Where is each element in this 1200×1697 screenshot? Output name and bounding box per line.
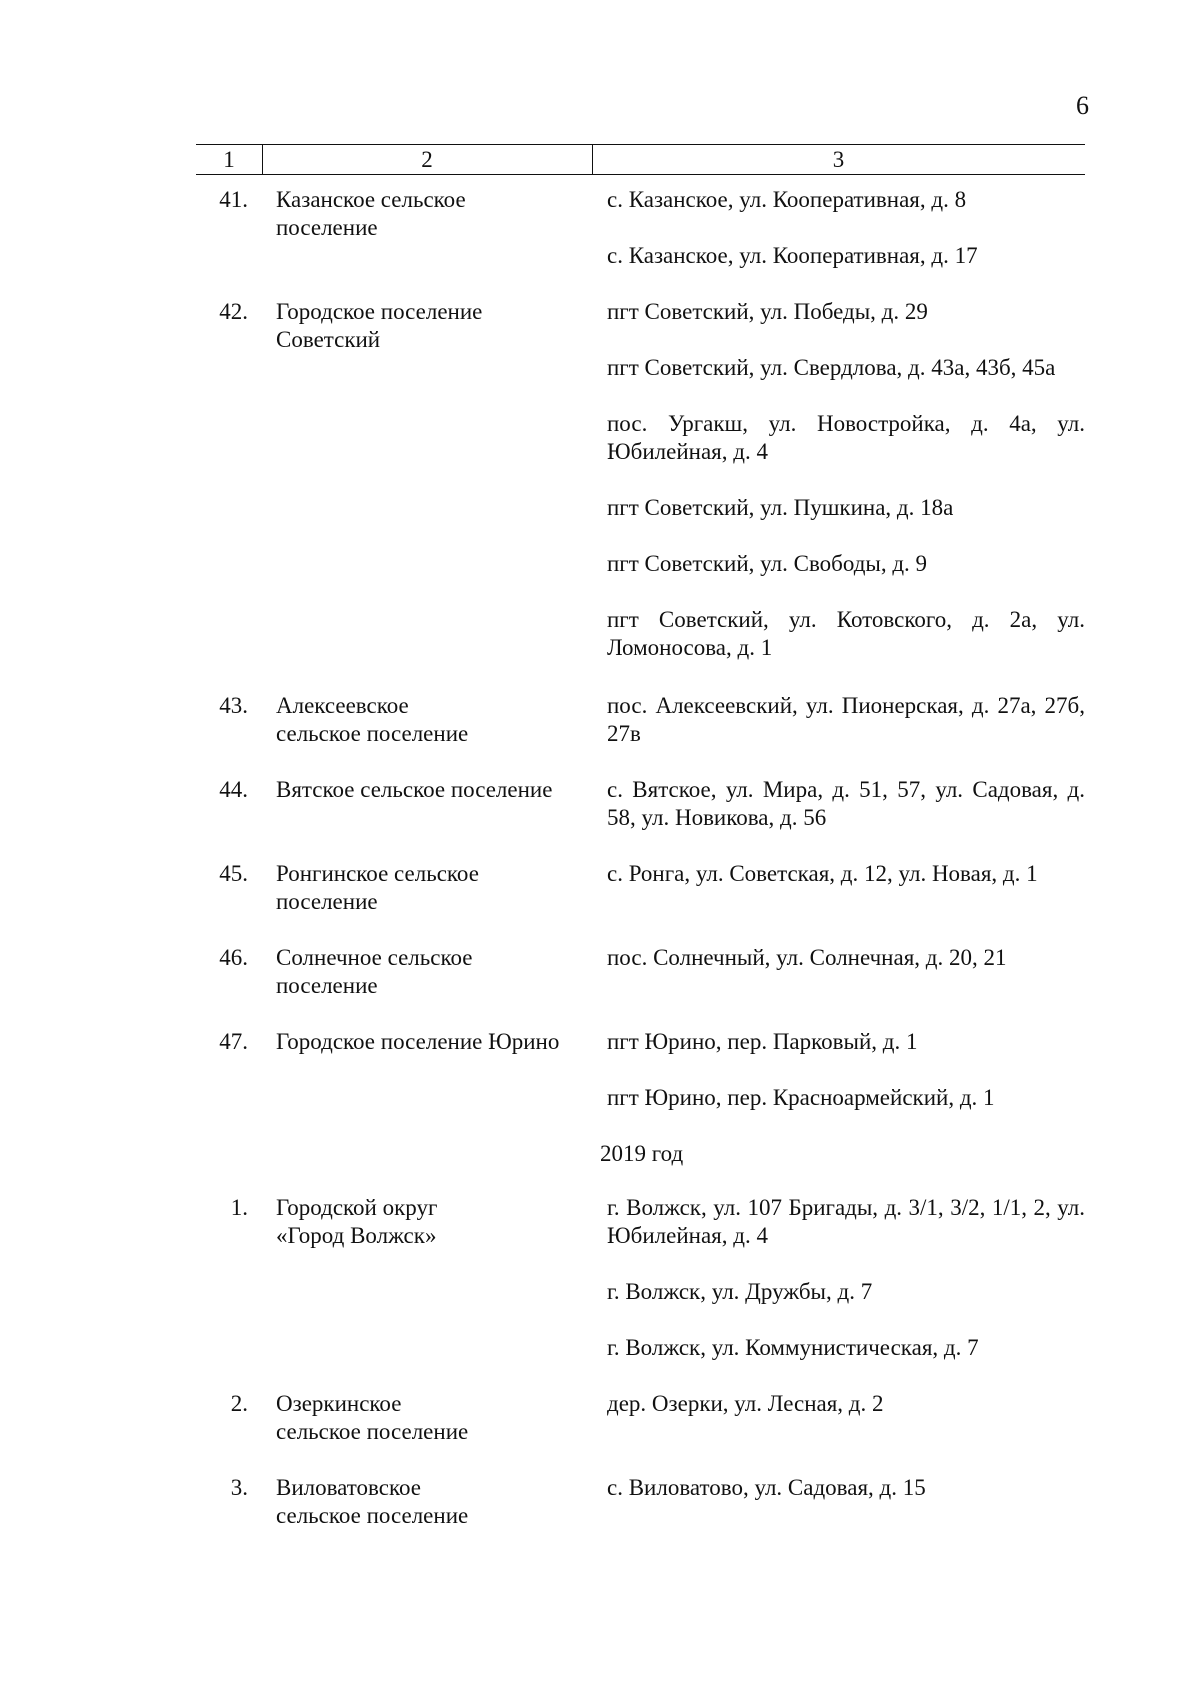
address-list [607, 776, 1085, 860]
address: пос. Ургакш, ул. Новостройка, д. 4а, ул. Юбилейная, д. 4 [607, 411, 1085, 464]
year-heading: 2019 год [600, 1141, 684, 1166]
row-number: 47. [219, 1029, 248, 1054]
row-number: 43. [219, 693, 248, 718]
address-list [607, 1474, 1085, 1530]
municipality-name: Озеркинское сельское поселение [276, 1391, 469, 1444]
address: г. Волжск, ул. Коммунистическая, д. 7 [607, 1335, 979, 1360]
header-col-3: 3 [832, 147, 845, 172]
address-list [607, 692, 1085, 776]
address: с. Ронга, ул. Советская, д. 12, ул. Новая, д. 1 [607, 861, 1038, 886]
address-list [607, 944, 1085, 1000]
address: пгт Юрино, пер. Парковый, д. 1 [607, 1029, 918, 1054]
address: пгт Советский, ул. Свободы, д. 9 [607, 551, 928, 576]
municipality-name: Ронгинское сельское поселение [276, 861, 479, 914]
address: пгт Советский, ул. Победы, д. 29 [607, 299, 928, 324]
row-number: 42. [219, 299, 248, 324]
address: с. Казанское, ул. Кооперативная, д. 17 [607, 243, 978, 268]
row-number: 44. [219, 777, 248, 802]
address: г. Волжск, ул. Дружбы, д. 7 [607, 1279, 873, 1304]
address: пгт Советский, ул. Пушкина, д. 18а [607, 495, 954, 520]
header-col-2: 2 [421, 147, 433, 172]
header-bottom-line [196, 174, 1085, 175]
address: пос. Солнечный, ул. Солнечная, д. 20, 21 [607, 945, 1007, 970]
row-number: 45. [219, 861, 248, 886]
address-list [607, 1028, 1085, 1140]
address-list [607, 186, 1085, 298]
municipality-name: Алексеевское сельское поселение [276, 693, 469, 746]
address: г. Волжск, ул. 107 Бригады, д. 3/1, 3/2, 1/1, 2, ул. Юбилейная, д. 4 [607, 1195, 1085, 1248]
municipality-name: Городское поселение Советский [276, 299, 483, 352]
address-list [607, 1390, 1085, 1446]
row-number: 41. [219, 187, 248, 212]
address: с. Казанское, ул. Кооперативная, д. 8 [607, 187, 967, 212]
municipality-name: Солнечное сельское поселение [276, 945, 473, 998]
municipality-name: Городское поселение Юрино [276, 1029, 560, 1054]
page-number: 6 [1076, 91, 1089, 120]
address: дер. Озерки, ул. Лесная, д. 2 [607, 1391, 884, 1416]
row-number: 2. [230, 1391, 248, 1416]
municipality-name: Вятское сельское поселение [276, 777, 553, 802]
address-list [607, 1194, 1085, 1390]
row-number: 1. [230, 1195, 248, 1220]
address: с. Виловатово, ул. Садовая, д. 15 [607, 1475, 926, 1500]
address-list [607, 860, 1085, 916]
address: пгт Советский, ул. Котовского, д. 2а, ул. Ломоносова, д. 1 [607, 607, 1085, 660]
municipality-name: Городской округ «Город Волжск» [276, 1195, 438, 1248]
address-list [607, 298, 1085, 690]
address: пгт Юрино, пер. Красноармейский, д. 1 [607, 1085, 995, 1110]
address: пгт Советский, ул. Свердлова, д. 43а, 43б, 45а [607, 355, 1056, 380]
row-number: 46. [219, 945, 248, 970]
address: с. Вятское, ул. Мира, д. 51, 57, ул. Садовая, д. 58, ул. Новикова, д. 56 [607, 777, 1085, 830]
municipality-name: Казанское сельское поселение [276, 187, 466, 240]
header-top-line [196, 144, 1085, 145]
address: пос. Алексеевский, ул. Пионерская, д. 27а, 27б, 27в [607, 693, 1085, 746]
header-col-1: 1 [223, 147, 235, 172]
municipality-name: Виловатовское сельское поселение [276, 1475, 469, 1528]
row-number: 3. [230, 1475, 248, 1500]
